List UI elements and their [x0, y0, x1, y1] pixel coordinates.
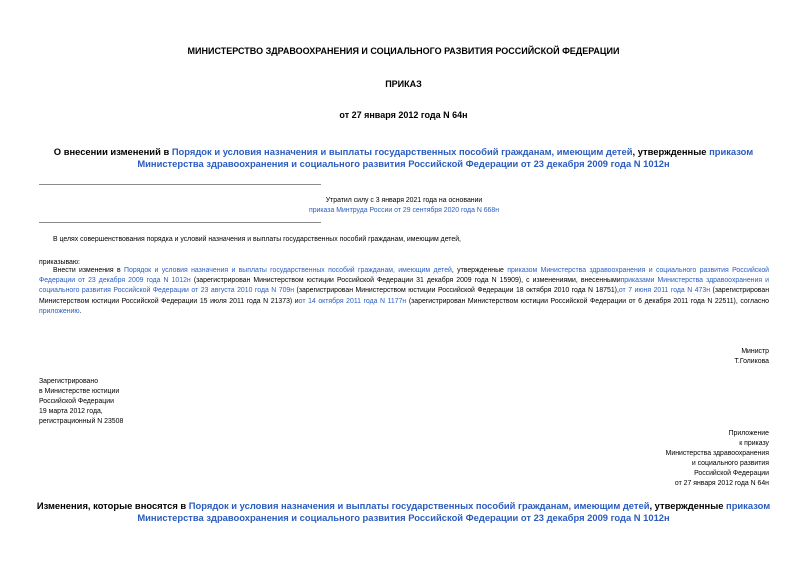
registration-line: регистрационный N 23508 [39, 418, 124, 425]
paragraph-text: (зарегистрирован Министерством юстиции Российской Федерации 15 июля 2011 года N 21373) и [39, 287, 770, 305]
paragraph-link-order-709n[interactable]: приказами Министерства здравоохранения и социального развития Российской Федерации от 23 августа 2010 года N 709н [39, 277, 769, 295]
appendix-title-link-procedure[interactable]: Порядок и условия назначения и выплаты государственных пособий гражданам, имеющим детей [188, 500, 650, 511]
document-title [30, 146, 777, 170]
registration-block [39, 377, 123, 427]
document-type: ПРИКАЗ [385, 79, 422, 89]
appendix-title [30, 500, 777, 524]
status-text: Утратил силу с 3 января 2021 года на основании [325, 197, 483, 204]
appendix-title-link-order-1012n[interactable]: приказом Министерства здравоохранения и социального развития Российской Федерации от 23 декабря 2009 года N 1012н [137, 500, 771, 523]
registration-line: 19 марта 2012 года, [39, 408, 103, 415]
appendix-line: от 27 января 2012 года N 64н [674, 480, 769, 487]
status-block [39, 196, 769, 216]
intro-paragraph: В целях совершенствования порядка и условий назначения и выплаты государственных пособий гражданам, имеющим детей, [53, 236, 461, 243]
appendix-line: Приложение [728, 430, 769, 437]
status-divider [39, 222, 321, 223]
appendix-line: к приказу [739, 440, 769, 447]
appendix-line: и социального развития [691, 460, 769, 467]
main-paragraph [39, 266, 769, 317]
paragraph-link-procedure[interactable]: Порядок и условия назначения и выплаты государственных пособий гражданам, имеющим детей [124, 267, 452, 274]
registration-line: Зарегистрировано [39, 378, 99, 385]
paragraph-link-order-1177n[interactable]: от 14 октября 2011 года N 1177н [298, 297, 407, 305]
appendix-block [666, 429, 769, 489]
title-middle: , утвержденные [632, 146, 710, 157]
title-link-order-1012n[interactable]: приказом Министерства здравоохранения и социального развития Российской Федерации от 23 декабря 2009 года N 1012н [137, 146, 754, 169]
registration-line: Российской Федерации [39, 398, 114, 405]
signature-name: Т.Голикова [734, 358, 769, 365]
appendix-line: Российской Федерации [694, 470, 769, 477]
signature-block [734, 347, 769, 367]
paragraph-text: (зарегистрирован Министерством юстиции Российской Федерации 18 октября 2010 года N 18751), [294, 287, 619, 295]
paragraph-text: (зарегистрирован Министерством юстиции Российской Федерации от 6 декабря 2011 года N 22511), согласно [406, 297, 769, 305]
paragraph-text: (зарегистрирован Министерством юстиции Российской Федерации 31 декабря 2009 года N 15909), с изменениями, внесенными [190, 277, 621, 285]
paragraph-text: Внести изменения в [53, 267, 125, 274]
ministry-heading: МИНИСТЕРСТВО ЗДРАВООХРАНЕНИЯ И СОЦИАЛЬНОГО РАЗВИТИЯ РОССИЙСКОЙ ФЕДЕРАЦИИ [187, 46, 620, 56]
signature-position: Министр [741, 348, 769, 355]
paragraph-link-appendix[interactable]: приложению [39, 307, 80, 315]
appendix-line: Министерства здравоохранения [665, 450, 769, 457]
paragraph-text: , утвержденные [451, 267, 508, 274]
appendix-title-middle: , утвержденные [649, 500, 727, 511]
status-link-order-668n[interactable]: приказа Минтруда России от 29 сентября 2020 года N 668н [308, 207, 500, 214]
order-word: приказываю: [39, 259, 80, 266]
paragraph-link-order-473n[interactable]: от 7 июня 2011 года N 473н [618, 287, 711, 295]
title-link-procedure[interactable]: Порядок и условия назначения и выплаты государственных пособий гражданам, имеющим детей [171, 146, 633, 157]
title-divider [39, 184, 321, 185]
paragraph-text: . [79, 307, 82, 315]
registration-line: в Министерстве юстиции [39, 388, 120, 395]
title-prefix: О внесении изменений в [53, 146, 172, 157]
paragraph-link-order-1012n[interactable]: приказом Министерства здравоохранения и социального развития Российской Федерации от 23 декабря 2009 года N 1012н [39, 267, 770, 285]
appendix-title-prefix: Изменения, которые вносятся в [36, 500, 189, 511]
document-date-number: от 27 января 2012 года N 64н [339, 110, 468, 120]
